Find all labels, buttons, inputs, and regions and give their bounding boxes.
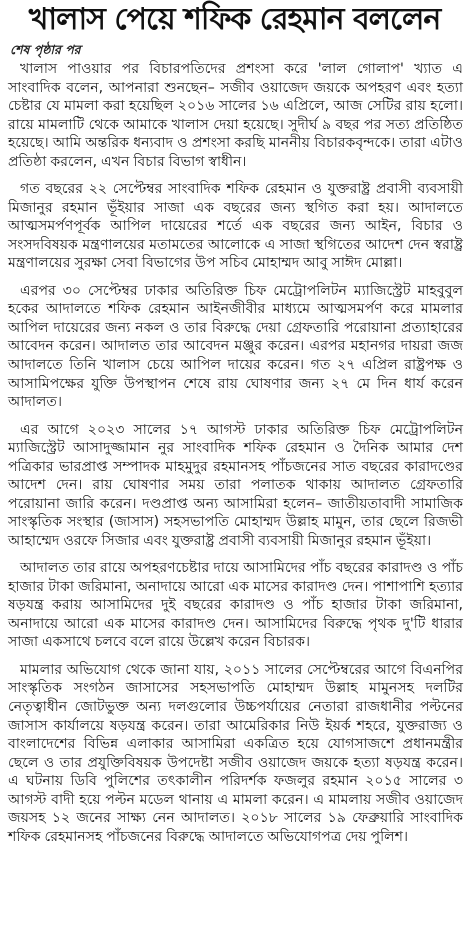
continued-from-label: শেষ পৃষ্ঠার পর bbox=[10, 42, 81, 57]
article-body bbox=[8, 60, 463, 846]
paragraph-4: এর আগে ২০২৩ সালের ১৭ আগস্ট ঢাকার অতিরিক্ত চিফ মেট্রোপলিটন ম্যাজিস্ট্রেট আসাদুজ্জামান নুর সাংবাদিক শফিক রেহমান ও দৈনিক আমার দেশ পত্রিকার ভারপ্রাপ্ত সম্পাদক মাহমুদুর রহমানসহ পাঁচজনের সাত বছরের কারাদণ্ডের আদেশ দেন। রায় ঘোষণার সময় তারা পলাতক থাকায় আদালত গ্রেফতারি পরোয়ানা জারি করেন। দণ্ডপ্রাপ্ত অন্য আসামিরা হলেন– জাতীয়তাবাদী সামাজিক সাংস্কৃতিক সংস্থার (জাসাস) সহসভাপতি মোহাম্মদ উল্লাহ মামুন, তার ছেলে রিজভী আহাম্মেদ ওরফে সিজার এবং যুক্তরাষ্ট্র প্রবাসী ব্যবসায়ী মিজানুর রহমান ভূঁইয়া। bbox=[8, 421, 463, 549]
paragraph-6: মামলার অভিযোগ থেকে জানা যায়, ২০১১ সালের সেপ্টেম্বরের আগে বিএনপির সাংস্কৃতিক সংগঠন জাসাসের সহসভাপতি মোহাম্মদ উল্লাহ মামুনসহ দলটির নেতৃত্বাধীন জোটভুক্ত অন্য দলগুলোর উচ্চপর্যায়ের নেতারা রাজধানীর পল্টনের জাসাস কার্যালয়ে ষড়যন্ত্র করেন। তারা আমেরিকার নিউ ইয়র্ক শহরে, যুক্তরাজ্য ও বাংলাদেশের বিভিন্ন এলাকার আসামিরা একত্রিত হয়ে যোগসাজশে প্রধানমন্ত্রীর ছেলে ও তার প্রযুক্তিবিষয়ক উপদেষ্টা সজীব ওয়াজেদ জয়কে হত্যা ষড়যন্ত্র করেন। এ ঘটনায় ডিবি পুলিশের তৎকালীন পরিদর্শক ফজলুর রহমান ২০১৫ সালের ৩ আগস্ট বাদী হয়ে পল্টন মডেল থানায় এ মামলা করেন। এ মামলায় সজীব ওয়াজেদ জয়সহ ১২ জনের সাক্ষ্য নেন আদালত। ২০১৮ সালের ১৯ ফেব্রুয়ারি সাংবাদিক শফিক রেহমানসহ পাঁচজনের বিরুদ্ধে আদালতে অভিযোগপত্র দেয় পুলিশ। bbox=[8, 661, 464, 845]
paragraph-1: খালাস পাওয়ার পর বিচারপতিদের প্রশংসা করে 'লাল গোলাপ' খ্যাত এ সাংবাদিক বলেন, আপনারা শুনছেন– সজীব ওয়াজেদ জয়কে অপহরণ এবং হত্যা চেষ্টার যে মামলা করা হয়েছিল ২০১৬ সালের ১৬ এপ্রিলে, আজ সেটির রায় হলো। রায়ে মামলাটি থেকে আমাকে খালাস দেয়া হয়েছে। সুদীর্ঘ ৯ বছর পর সত্য প্রতিষ্ঠিত হয়েছে। আমি অন্তরিক ধন্যবাদ ও প্রশংসা করছি মাননীয় বিচারকবৃন্দকে। তারা এটাও প্রতিষ্ঠা করলেন, এখন বিচার বিভাগ স্বাধীন। bbox=[8, 61, 463, 170]
paragraph-3: এরপর ৩০ সেপ্টেম্বর ঢাকার অতিরিক্ত চিফ মেট্রোপলিটন ম্যাজিস্ট্রেট মাহবুবুল হকের আদালতে শফিক রেহমান আইনজীবীর মাধ্যমে আত্মসমর্পণ করে মামলার আপিল দায়েরের জন্য নকল ও তার বিরুদ্ধে দেয়া গ্রেফতারি পরোয়ানা প্রত্যাহারের আবেদন করেন। আদালত তার আবেদন মঞ্জুর করেন। এরপর মহানগর দায়রা জজ আদালতে তিনি খালাস চেয়ে আপিল দায়ের করেন। গত ২৭ এপ্রিল রাষ্ট্রপক্ষ ও আসামিপক্ষের যুক্তি উপস্থাপন শেষে রায় ঘোষণার জন্য ২৭ মে দিন ধার্য করেন আদালত। bbox=[8, 282, 463, 411]
headline: খালাস পেয়ে শফিক রেহমান বললেন bbox=[28, 2, 441, 37]
paragraph-5: আদালত তার রায়ে অপহরণচেষ্টার দায়ে আসামিদের পাঁচ বছরের কারাদণ্ড ও পাঁচ হাজার টাকা জরিমানা, অনাদায়ে আরো এক মাসের কারাদণ্ড দেন। পাশাপাশি হত্যার ষড়যন্ত্র করায় আসামিদের দুই বছরের কারাদণ্ড ও পাঁচ হাজার টাকা জরিমানা, অনাদায়ে আরো এক মাসের কারাদণ্ড দেন। আসামিদের বিরুদ্ধে পৃথক দু'টি ধারার সাজা একসাথে চলবে বলে রায়ে উল্লেখ করেন বিচারক। bbox=[8, 560, 463, 651]
paragraph-2: গত বছরের ২২ সেপ্টেম্বর সাংবাদিক শফিক রেহমান ও যুক্তরাষ্ট্র প্রবাসী ব্যবসায়ী মিজানুর রহমান ভূঁইয়ার সাজা এক বছরের জন্য স্থগিত করা হয়। আদালতে আত্মসমর্পণপূর্বক আপিল দায়েরের শর্তে এক বছরের জন্য আইন, বিচার ও সংসদবিষয়ক মন্ত্রণালয়ের মতামতের আলোকে এ সাজা স্থগিতের আদেশ দেন স্বরাষ্ট্র মন্ত্রণালয়ের সুরক্ষা সেবা বিভাগের উপ সচিব মোহাম্মদ আবু সাঈদ মোল্লা। bbox=[8, 181, 463, 272]
